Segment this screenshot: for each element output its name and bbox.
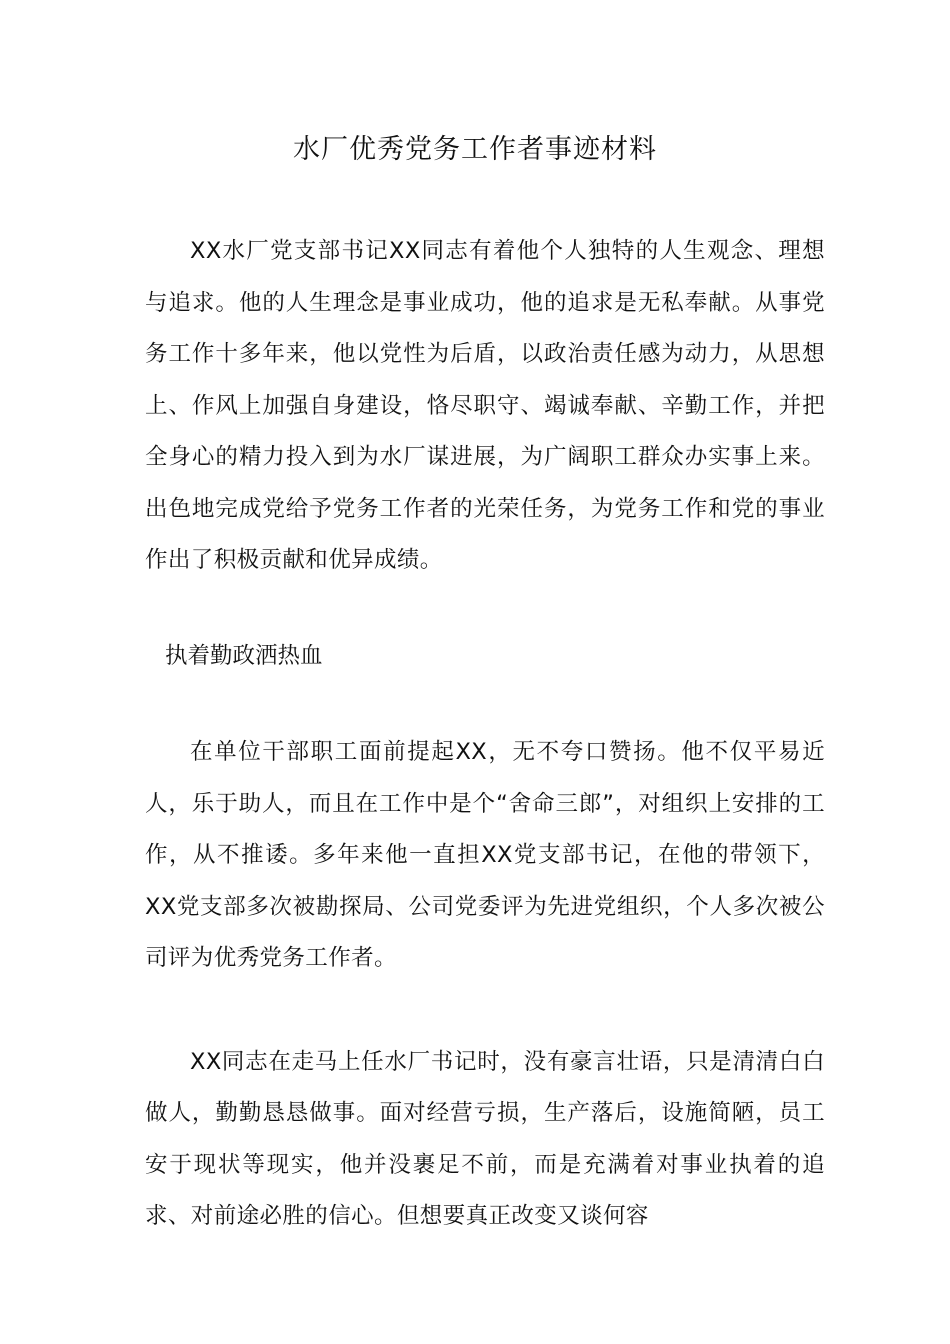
paragraph-spacer: [145, 587, 825, 631]
paragraph-intro: XX水厂党支部书记XX同志有着他个人独特的人生观念、理想与追求。他的人生理念是事业成功，他的追求是无私奉献。从事党务工作十多年来，他以党性为后盾，以政治责任感为动力，从思想上、作风上加强自身建设，恪尽职守、竭诚奉献、辛勤工作，并把全身心的精力投入到为水厂谋进展，为广阔职工群众办实事上来。出色地完成党给予党务工作者的光荣任务，为党务工作和党的事业作出了积极贡献和优异成绩。: [145, 238, 825, 573]
paragraph-spacer: [145, 682, 825, 727]
paragraph-praise: 在单位干部职工面前提起XX，无不夸口赞扬。他不仅平易近人，乐于助人，而且在工作中是个“舍命三郎”，对组织上安排的工作，从不推诿。多年来他一直担XX党支部书记，在他的带领下，XX党支部多次被勘探局、公司党委评为先进党组织，个人多次被公司评为优秀党务工作者。: [145, 739, 825, 971]
paragraph-appointment: XX同志在走马上任水厂书记时，没有豪言壮语，只是清清白白做人，勤勤恳恳做事。面对经营亏损，生产落后，设施简陋，员工安于现状等现实，他并没裹足不前，而是充满着对事业执着的追求、对前途必胜的信心。但想要真正改变又谈何容: [145, 1048, 825, 1229]
paragraph-spacer: [145, 985, 825, 1037]
section-heading: 执着勤政洒热血: [165, 642, 323, 669]
document-body: [145, 226, 825, 1243]
document-title: 水厂优秀党务工作者事迹材料: [293, 134, 657, 165]
